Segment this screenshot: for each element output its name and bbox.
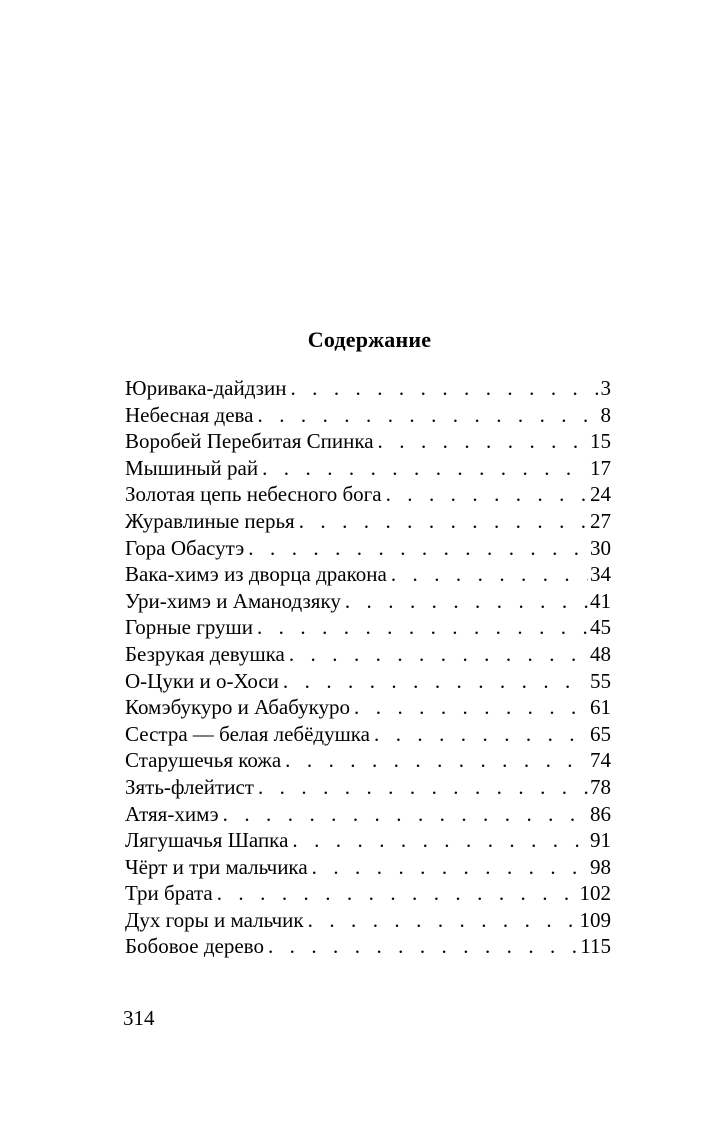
toc-entry xyxy=(125,535,611,562)
dot-leader xyxy=(281,747,588,774)
toc-entry-title: Журавлиные перья xyxy=(125,508,295,533)
dot-leader xyxy=(370,721,588,748)
dot-leader xyxy=(254,774,588,801)
toc-entry-page: 102 xyxy=(579,881,611,906)
dot-leader xyxy=(286,375,598,402)
toc-entry xyxy=(125,428,611,455)
dot-leader xyxy=(279,668,588,695)
toc-entry-title: Гора Обасутэ xyxy=(125,535,245,560)
toc-entry-title: Чёрт и три мальчика xyxy=(125,854,308,879)
toc-entry-title: Зять-флейтист xyxy=(125,774,254,799)
dot-leader xyxy=(308,854,588,881)
toc-entry-page: 78 xyxy=(590,774,611,799)
toc-entry-page: 74 xyxy=(590,748,611,773)
toc-entry xyxy=(125,747,611,774)
toc-entry-title: Юривака-дайдзин xyxy=(125,376,287,400)
table-of-contents xyxy=(125,375,611,960)
dot-leader xyxy=(304,907,578,934)
toc-entry-page: 61 xyxy=(590,695,611,720)
toc-entry xyxy=(125,854,611,881)
toc-entry-title: Мышиный рай xyxy=(125,455,259,480)
toc-entry-title: Безрукая девушка xyxy=(125,641,285,666)
toc-entry-page: 98 xyxy=(590,854,611,879)
dot-leader xyxy=(258,455,588,482)
dot-leader xyxy=(341,588,588,615)
toc-entry xyxy=(125,668,611,695)
toc-entry-title: Вака-химэ из дворца дракона xyxy=(125,562,387,587)
toc-entry-page: 109 xyxy=(579,907,611,932)
toc-entry-title: Атяя-химэ xyxy=(125,801,219,826)
toc-entry-page: 55 xyxy=(590,668,611,693)
toc-entry xyxy=(125,694,611,721)
dot-leader xyxy=(382,481,588,508)
dot-leader xyxy=(350,694,588,721)
dot-leader xyxy=(219,801,588,828)
toc-entry xyxy=(125,561,611,588)
toc-entry-title: Три брата xyxy=(125,881,213,906)
toc-entry-page: 34 xyxy=(590,562,611,587)
toc-entry-page: 86 xyxy=(590,801,611,826)
toc-entry-page: 17 xyxy=(590,455,611,480)
toc-entry-title: Небесная дева xyxy=(125,402,254,427)
toc-entry-page: 3 xyxy=(600,376,611,400)
toc-entry xyxy=(125,880,611,907)
toc-entry-page: 91 xyxy=(590,828,611,853)
dot-leader xyxy=(264,933,578,960)
toc-entry xyxy=(125,375,611,402)
toc-entry-page: 41 xyxy=(590,588,611,613)
toc-entry xyxy=(125,588,611,615)
toc-entry xyxy=(125,721,611,748)
toc-entry xyxy=(125,455,611,482)
toc-entry-page: 30 xyxy=(590,535,611,560)
toc-entry xyxy=(125,801,611,828)
toc-entry-title: Дух горы и мальчик xyxy=(125,907,304,932)
toc-entry-page: 8 xyxy=(600,402,611,427)
dot-leader xyxy=(374,428,588,455)
toc-entry-page: 24 xyxy=(590,482,611,507)
page-title: Содержание xyxy=(307,327,432,352)
toc-entry-title: Старушечья кожа xyxy=(125,748,282,773)
toc-entry-title: Воробей Перебитая Спинка xyxy=(125,429,374,454)
toc-entry-page: 45 xyxy=(590,615,611,640)
toc-entry-title: Лягушачья Шапка xyxy=(125,828,289,853)
dot-leader xyxy=(387,561,588,588)
toc-entry-page: 15 xyxy=(590,429,611,454)
toc-entry xyxy=(125,614,611,641)
toc-entry-page: 65 xyxy=(590,721,611,746)
toc-entry-title: Сестра — белая лебёдушка xyxy=(125,721,370,746)
toc-entry xyxy=(125,402,611,429)
toc-entry-page: 27 xyxy=(590,508,611,533)
toc-entry-page: 115 xyxy=(580,934,611,959)
toc-entry-title: Золотая цепь небесного бога xyxy=(125,482,382,507)
toc-entry xyxy=(125,907,611,934)
dot-leader xyxy=(213,880,578,907)
toc-entry-title: Ури-химэ и Аманодзяку xyxy=(125,588,341,613)
toc-entry-title: Комэбукуро и Абабукуро xyxy=(125,695,351,720)
toc-entry-title: Горные груши xyxy=(125,615,253,640)
toc-entry-page: 48 xyxy=(590,641,611,666)
dot-leader xyxy=(244,535,588,562)
dot-leader xyxy=(254,402,599,429)
dot-leader xyxy=(285,641,588,668)
toc-entry-title: Бобовое дерево xyxy=(125,934,264,959)
dot-leader xyxy=(295,508,588,535)
toc-entry xyxy=(125,933,611,960)
dot-leader xyxy=(253,614,588,641)
toc-entry xyxy=(125,508,611,535)
dot-leader xyxy=(288,827,588,854)
toc-entry xyxy=(125,481,611,508)
toc-entry xyxy=(125,827,611,854)
toc-entry xyxy=(125,774,611,801)
page-number: 314 xyxy=(123,1006,155,1030)
toc-entry xyxy=(125,641,611,668)
toc-entry-title: О-Цуки и о-Хоси xyxy=(125,668,279,693)
